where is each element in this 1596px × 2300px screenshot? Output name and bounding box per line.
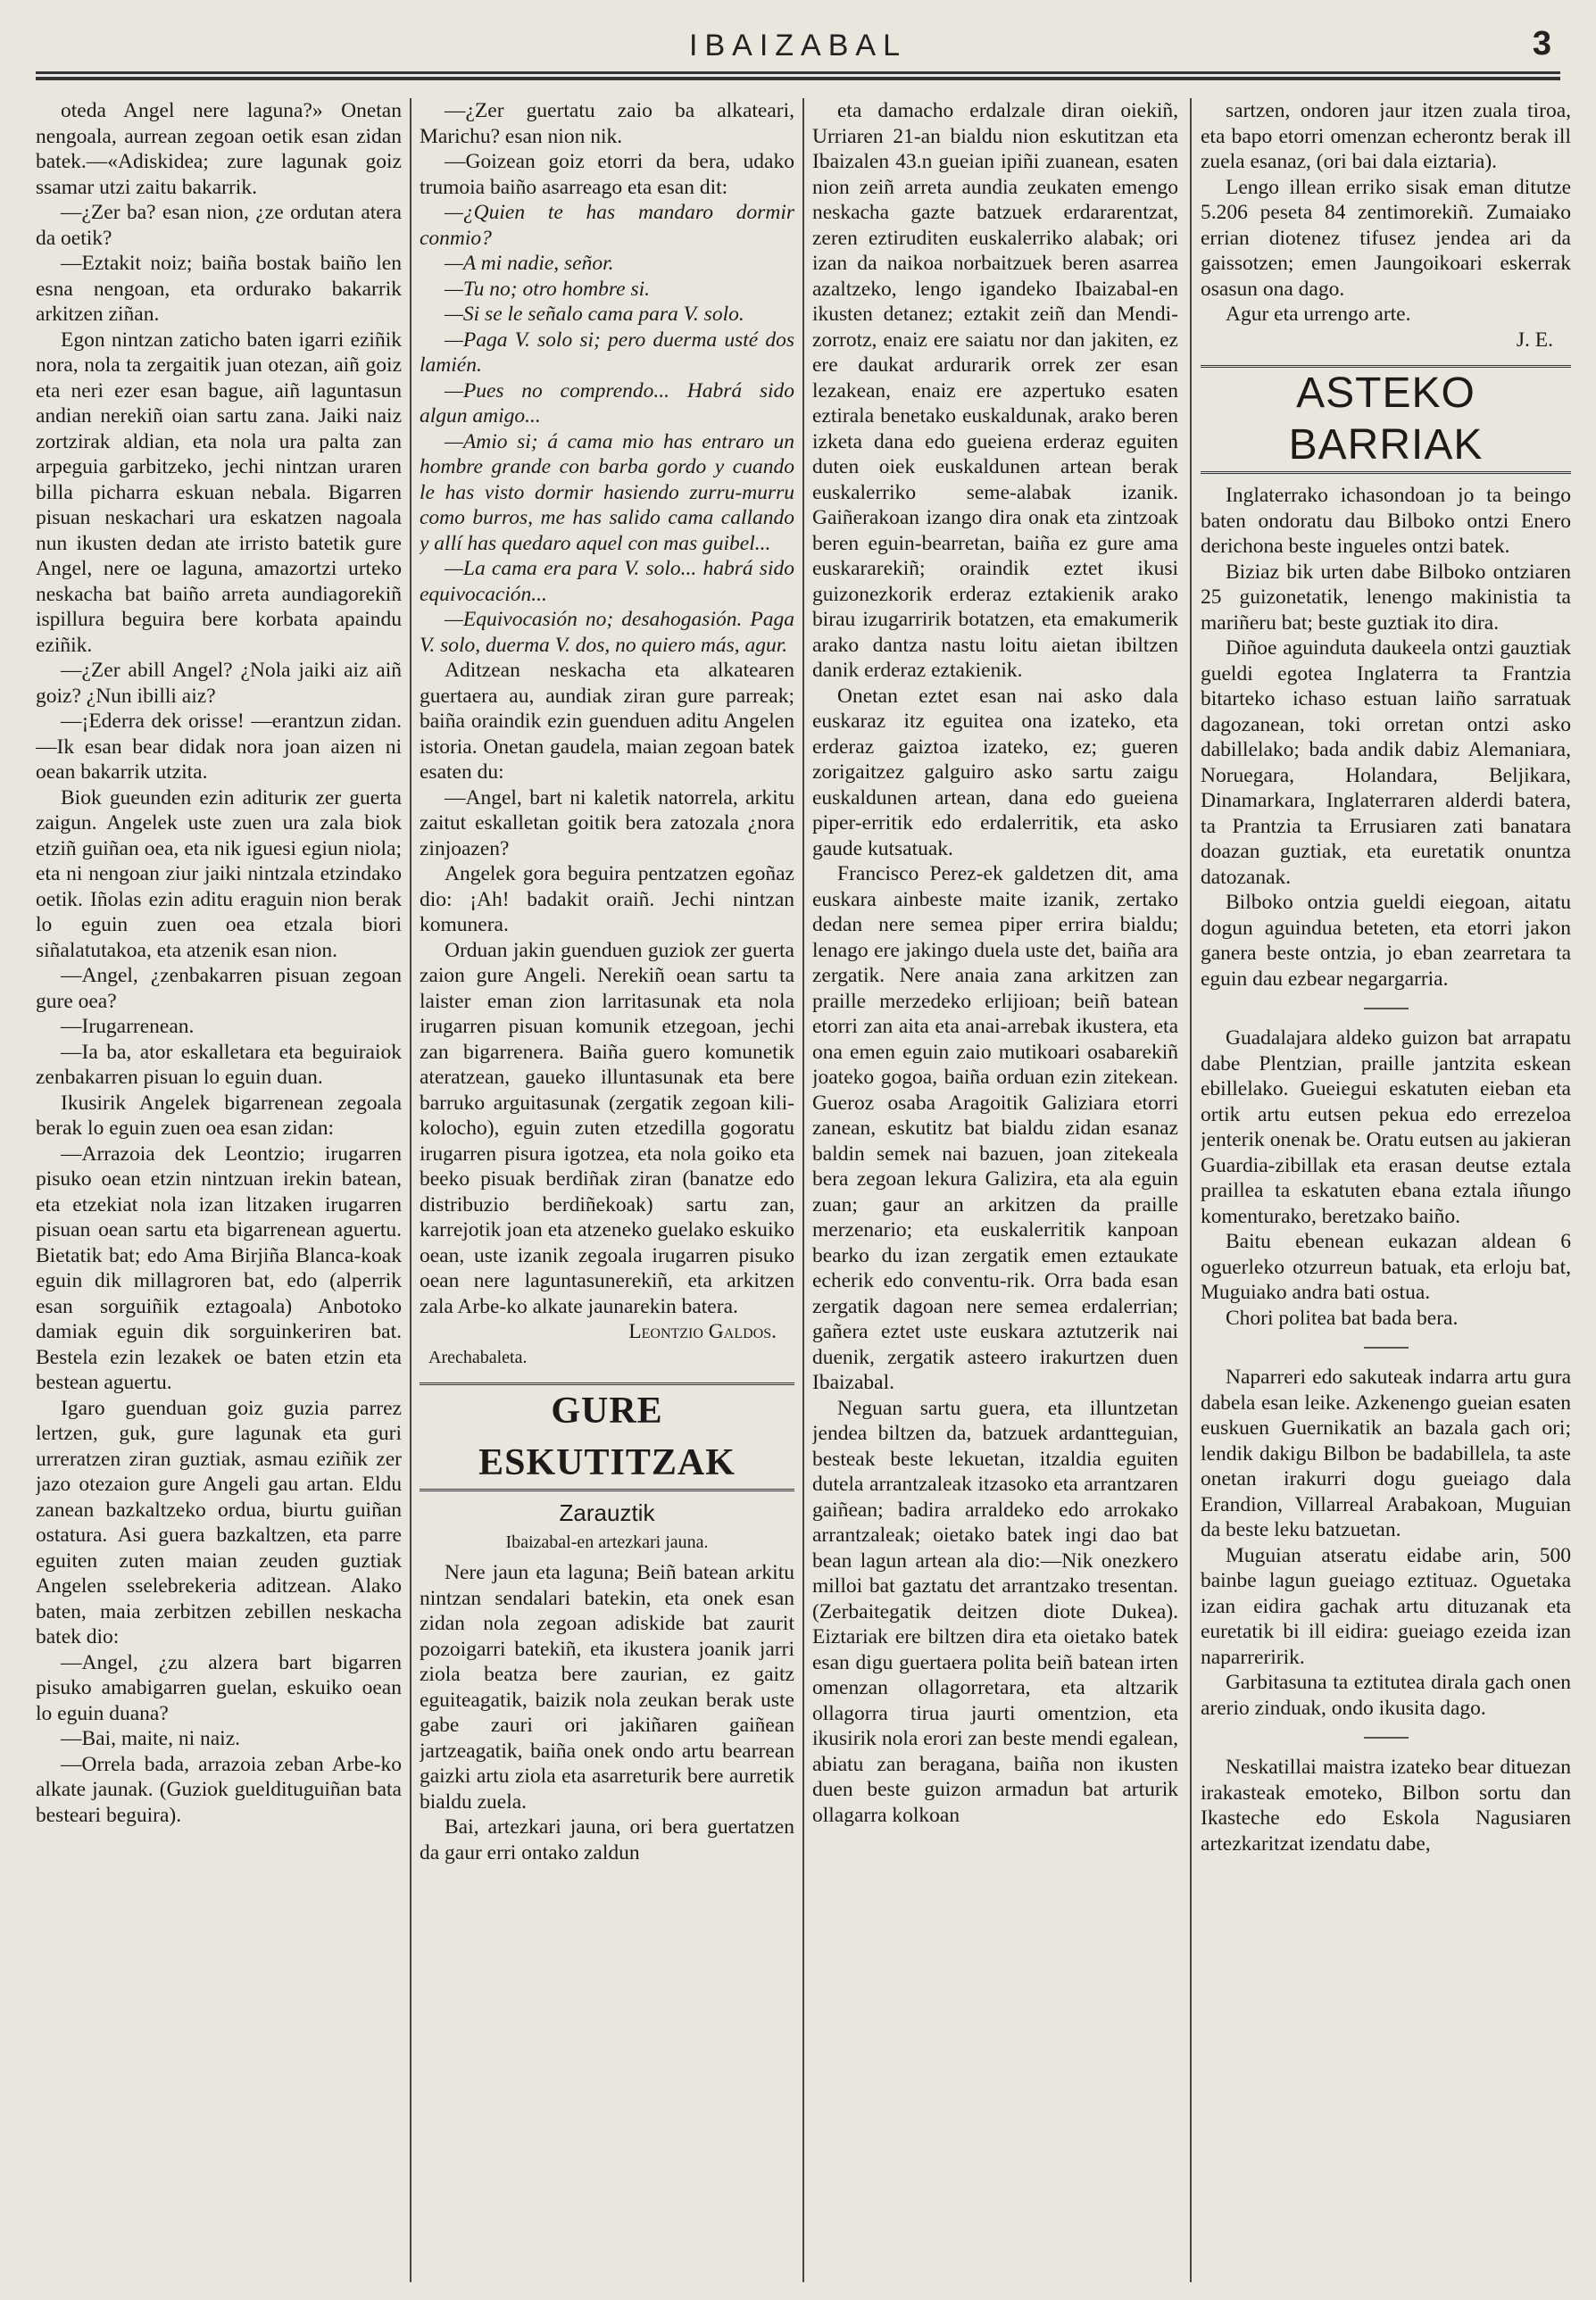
separator [1364,1008,1409,1009]
column-divider [1190,98,1192,2282]
newspaper-title: IBAIZABAL [689,29,907,62]
paragraph: Bai, artezkari jauna, ori bera guertatzen da gaur erri ontako zaldun [420,1815,794,1864]
paragraph: Egon nintzan zaticho baten igarri eziñik nora, nola ta zergaitik juan otezan, aiñ goiz eta neri ezer esan bague, aiñ laguntasun andian nerekiñ oian sartu zana. Jaiki naiz zortzirak aldian, eta nola ura palta zan arpeguia garbitzeko, jechi nintzan uraren billa picharra eskuan nebala. Bigarren pisuan neskachari ura eskatzen nagoala nun ikusten dedan ate irristo batetik gure Angel, nere oe laguna, amazortzi urteko neskacha bat baiño arreta aundiagorekiñ ispillura beguira bere korbata apaindu eziñik. [36,328,402,657]
news-items [1201,1365,1571,1721]
paragraph: —¿Zer abill Angel? ¿Nola jaiki aiz aiñ goiz? ¿Nun ibilli aiz? [36,659,402,708]
paragraph: —Si se le señalo cama para V. solo. [445,303,744,326]
letter-salutation: Ibaizabal-en artezkari jauna. [505,1532,709,1552]
story-continuation [420,98,794,200]
letter-body [420,1560,794,1865]
separator [1364,1737,1409,1739]
section-heading-news: ASTEKO BARRIAK [1201,365,1571,474]
paragraph: —Orrela bada, arrazoia zeban Arbe-ko alkate jaunak. (Guziok gueldituguiñan bata besteari beguira). [36,1752,402,1827]
column-2 [420,98,794,2282]
paragraph: —Equivocasión no; desahogasión. Paga V. solo, duerma V. dos, no quiero más, agur. [420,608,794,657]
page-number: 3 [1532,25,1551,62]
paragraph: Aditzean neskacha eta alkatearen guertaera au, aundiak ziran gure parreak; baiña oraindik ezin guenduen aditu Angelen istoria. Onetan gaudela, maian zegoan batek esaten du: [420,659,794,784]
paragraph: Naparreri edo sakuteak indarra artu gura dabela esan leike. Azkenengo gueian esaten euskuen Guernikatik an bazala gach ori; lendik dakigu Bilbon be badabillela, ta aste onetan irakurri dogu gueiago dala Erandion, Villarreal Arabakoan, Muguian da beste leku batzuetan. [1201,1366,1571,1541]
paragraph: —A mi nadie, señor. [445,252,614,275]
paragraph: Neskatillai maistra izateko bear dituezan irakasteak emoteko, Bilbon sortu dan Ikasteche edo Eskola Nagusiaren artezkaritzat izendatu dabe, [1201,1756,1571,1856]
paragraph: —Amio si; á cama mio has entraro un hombre grande con barba gordo y cuando le has visto dormir hasiendo zurru-murru como burros, me has salido cama callando y allí has quedaro aquel con mas guibel... [420,429,794,555]
paragraph: Onetan eztet esan nai asko dala euskaraz itz eguitea ona izateko, eta erderaz gaiztoa izateko, ez; gueren zorigaitzez galguiro asko sartu zaigu euskaldunen artean, dana edo gueiena piper-erritik edo erdalerritik, eta asko gaude kutsatuak. [812,684,1178,860]
paragraph: Chori politea bat bada bera. [1226,1306,1459,1330]
paragraph: Muguian atseratu eidabe arin, 500 bainbe lagun gueiago eztituaz. Oguetaka izan eidira gachak artu dituzanak eta euretatik bi ill eidira: gueiago ezeida izan naparreririk. [1201,1543,1571,1669]
news-items [1201,1025,1571,1331]
masthead [36,16,1560,80]
paragraph: —Eztakit noiz; baiña bostak baiño len esna nengoan, eta ordurako bakarrik arkitzen ziñan. [36,252,402,326]
paragraph: Inglaterrako ichasondoan jo ta beingo baten ondoratu dau Bilboko ontzi Enero derichona beste ingueles ontzi batek. [1201,484,1571,558]
masthead-rule [36,71,1560,80]
news-items [1201,1755,1571,1856]
paragraph: Francisco Perez-ek galdetzen dit, ama euskara ainbeste maite izanik, zertako dedan nere semea piper errira bialdu; lenago ere jakingo duela uste det, baiña ara zergatik. Nere anaia zana arkitzen zan praille merzedeko erlijioan; beiñ batean etorri zan aita eta anai-arrebak ikustera, eta ona emen eguin zaio mutikoari osabarekiñ joateko gogoa, baiña orduan ezin zitekean. Gueroz osaba Aragoitik Galiziara etorri zanean, eskutitz bat bialdu zidan esanaz baldin semek nai bazuen, joan zitekeala bera zegoan lekura Galizira, eta ala eguin zuan; gaur an arkitzen da praille merzenario; eta euskalerritik kanpoan bearko du izan zergatik emen eztaukate echerik edo conventu-rik. Orra bada esan zergatik dagoan nere semea erdalerrian; gañera eztet uste euskara aztutzerik nai duenik, zergatik asteero irakurtzen duen Ibaizabal. [812,862,1178,1394]
paragraph: Igaro guenduan goiz guzia parrez lertzen, guk, gure lagunak eta guri urreratzen ziran guztiak, asmau eziñik zer jazo otezaion gure Angeli gau artan. Eldu zanean bazkaltzeko ordua, biurtu guiñan ostatura. Asi guera bazkaltzen, eta parre eguiten zuten maian zeuden guztiak Angelen sselebrekeria aditzean. Alako baten, maia zerbitzen zebillen neskacha batek dio: [36,1396,402,1648]
paragraph: —Arrazoia dek Leontzio; irugarren pisuko oean etzin nintzuan irekin batean, eta etzekiat nola izan litzaken irugarren pisuan oean sartu eta bigarrenean aguertu. Bietatik bat; edo Ama Birjiña Blanca-koak eguin dik millagroren bat, edo (alperrik esan sorguiñik eztagoala) Anbotoko damiak eguin dik sorguinkeriren bat. Bestela ezin lezakek oe baten etzin eta bestean aguertu. [36,1142,402,1394]
paragraph: —Pues no comprendo... Habrá sido algun amigo... [420,378,794,428]
paragraph: Baitu ebenean eukazan aldean 6 oguerleko otzurreun batuak, eta erloju bat, Muguiako andra bati ostua. [1201,1230,1571,1304]
paragraph: —La cama era para V. solo... habrá sido equivocación... [420,557,794,606]
paragraph: Bilboko ontzia gueldi eiegoan, aitatu dogun aguindua beteten, eta etorri jakon ganera beste ontzia, jo eban zearretara ta eguin dau ezbear negargarria. [1201,891,1571,991]
column-1 [36,98,402,2282]
letter-continuation [812,98,1178,1828]
paragraph: Diñoe aguinduta daukeela ontzi gauztiak gueldi egotea Inglaterra ta Frantzia bitarteko ichaso estuan laiño sarratuak dagozanean, toki orretan ontzi asko dabillelako; bada andik dabiz Alemaniara, Noruegara, Holandara, Beljikara, Dinamarkara, Inglaterraren alderdi batera, ta Prantzia ta Errusiaren zati banatara doazan guztiak, eta euretatik onuntza datozanak. [1201,636,1571,889]
paragraph: Guadalajara aldeko guizon bat arrapatu dabe Plentzian, praille jantzita eskean ebillelako. Gueiegui eskatuten eieban eta ortik artu eutsen pekua edo errezeloa jenterik onenak be. Oratu eutsen au jakieran Guardia-zibillak eta erasan deutse eztala praillea ta eskatuten ebana eztala iñungo komenturako, beretzako baiño. [1201,1026,1571,1228]
paragraph: Agur eta urrengo arte. [1226,303,1411,326]
spanish-dialogue [420,200,794,658]
paragraph: —¿Quien te has mandaro dormir conmio? [420,201,794,250]
paragraph: —Angel, ¿zu alzera bart bigarren pisuko amabigarren guelan, eskuiko oean lo eguin duana? [36,1650,402,1725]
author-place: Arechabaleta. [428,1347,528,1367]
paragraph: Biziaz bik urten dabe Bilboko ontziaren 25 guizonetatik, lenengo makinistia ta mariñeru bat; beste guztiak ito dira. [1201,560,1571,635]
column-1-text [36,98,402,1828]
paragraph: Ikusirik Angelek bigarrenean zegoala berak lo eguin zuen oea esan zidan: [36,1091,402,1140]
separator [1364,1347,1409,1349]
column-divider [410,98,411,2282]
story-ending [420,658,794,1319]
column-3 [812,98,1178,2282]
letter-ending [1201,98,1571,328]
paragraph: Biok gueunden ezin adituriк zer guerta zaigun. Angelek uste zuen ura zala biok etziñ guiñan oea, eta nik iguesi egiun niola; eta ni nengoan ziur jaiki nintzala etzindako oetik. Iñolas ezin aditu eraguin nion berak lo eguin zuen oea etzala biori siñalatutakoa, eta atzenik esan nion. [36,785,402,962]
paragraph: Lengo illean erriko sisak eman ditutze 5.206 peseta 84 zentimorekiñ. Zumaiako errian diotenez tifusez jendea ari da gaissotzen; emen Jaungoikoari eskerrak osasun ona dago. [1201,175,1571,301]
paragraph: —¿Zer ba? esan nion, ¿ze ordutan atera da oetik? [36,201,402,250]
paragraph: —¿Zer guertatu zaio ba alkateari, Marichu? esan nion nik. [420,99,794,148]
paragraph: —Bai, maite, ni naiz. [61,1727,241,1750]
column-divider [802,98,804,2282]
letter-origin: Zarauztik [559,1499,655,1526]
paragraph: eta damacho erdalzale diran oiekiñ, Urriaren 21-an bialdu nion eskutitzan eta Ibaizalen 43.n gueian ipiñi zuanean, esaten nion zeiñ arreta aundia zeukaten emengo neskacha gazte batzuek erdararentzat, zeren eztiruditen euskalerriko alabak; ori izan da naikoa norbaitzuek beren asarrea azaltzeko, lengo igandeko Ibaizabal-en ikusten detanez; eztakit zeiñ dan Mendi-zorrotz, enaiz ere saiatu nor dan jakiten, ez ere daukat ardurarik orrek zer esan lezakean, enaiz ere azpertuko esaten eztirala benetako euskaldunak, arako beren izketa dana edo gueiena erderaz eguiten duten oiek euskaldunen artean berak euskalerriko seme-alabak izanik. Gaiñerakoan izango dira onak eta zintzoak beren eguin-bearretan, baiña ez gure ama euskararekiñ; oraindik eztet ikusi guizonezkorik erderaz eztakienik arako birau izugarririk botatzen, eta emakumerik arako dantza nastu loitu aietan ibiltzen danik erderaz eztakienik. [812,99,1178,682]
paragraph: —¡Ederra dek orisse! —erantzun zidan.—Ik esan bear didak nora joan aizen ni oean bakarrik utzita. [36,710,402,784]
letter-signature: J. E. [1516,328,1553,352]
paragraph: —Angel, ¿zenbakarren pisuan zegoan gure oea? [36,964,402,1013]
paragraph: —Irugarrenean. [61,1015,195,1038]
paragraph: —Ia ba, ator eskalletara eta beguiraiok zenbakarren pisuan lo eguin duan. [36,1040,402,1089]
paragraph: Angelek gora beguira pentzatzen egoñaz dio: ¡Ah! badakit oraiñ. Jechi nintzan komunera. [420,862,794,936]
paragraph: —Goizean goiz etorri da bera, udako trumoia baiño asarreago eta esan dit: [420,150,794,199]
news-items [1201,483,1571,992]
paragraph: Orduan jakin guenduen guziok zer guerta zaion gure Angeli. Nerekiñ oean sartu ta laister eman zion larritasunak eta nola irugarren pisuan komunik etzegoan, jechi zan bigarrenera. Baiña guero komunetik ateratzean, gaueko illuntasunak eta bere barruko arguitasunak (zergatik zegoan kili-kolocho), eguin zuten etzedilla gogoratu irugarren pisura igotzea, eta nola goiko eta beeko pisuak berdiñak ziran (banatze edo distribuzio berdiñekoak) sartu zan, karrejotik joan eta atzeneko guelako eskuiko oean, uste izanik zegoala irugarren pisuko oean nere laguntasunerekiñ, eta arkitzen zala Arbe-ko alkate jaunarekin batera. [420,938,794,1318]
paragraph: Garbitasuna ta eztitutea dirala gach onen arerio zinduak, ondo ikusita dago. [1201,1671,1571,1720]
column-4 [1201,98,1571,2282]
paragraph: —Angel, bart ni kaletik natorrela, arkitu zaitut eskalletan goitik bera zatozala ¿nora zinjoazen? [420,785,794,860]
paragraph: —Tu no; otro hombre si. [445,277,651,301]
paragraph: oteda Angel nere laguna?» Onetan nengoala, aurrean zegoan oetik esan zidan batek.—«Adiskidea; zure lagunak goiz ssamar utzi zaitu bakarrik. [36,99,402,199]
paragraph: —Paga V. solo si; pero duerma usté dos lamién. [420,328,794,377]
paragraph: sartzen, ondoren jaur itzen zuala tiroa, eta bapo etorri omenzan echerontz berak ill zuela esanaz, (ori bai dala eiztaria). [1201,99,1571,173]
paragraph: Nere jaun eta laguna; Beiñ batean arkitu nintzan sendalari batekin, eta onek esan zidan nola zegoan adiskide bat zaurit pozoigarri batekiñ, eta ikustera joanik jarri ziola beatza bere zaurian, ez gaitz eguiteagatik, baizik nola zeukan berak uste gabe zauri ori jakiñaren gaiñean jartzeagatik, baiña onek ondo artu bearrean gaizki artu ziola eta asarreturik bere aurretik bialdu zuela. [420,1561,794,1814]
paragraph: Neguan sartu guera, eta illuntzetan jendea biltzen da, batzuek ardantteguian, besteak beste lekuetan, itzaldia eguiten dutela arrantzaleak itzasoko eta arrantzaren gaiñean; badira arraldeko edo arrokako arrantzaleak; oietako batek ingi dao bat bean lagun artean ala dio:—Nik onezkero milloi bat gaztatu det arrantzako tresentan. (Zerbaitegatik deitzen diote Dukea). Eiztariak ere biltzen dira eta oietako batek esan digu guertaera polita beiñ batean irten omenzan ollagorretara, eta altzarik ollagorra tirua jaurti omentzion, eta ikusirik nola erori zan beste mendi egalean, abiatu zan beragana, baiña non ikusten duen beste guizon armadun bat arturik ollagarra kolkoan [812,1396,1178,1827]
author-signature: Leontzio Galdos. [628,1320,777,1343]
section-heading-letters: GURE ESKUTITZAK [420,1382,794,1491]
